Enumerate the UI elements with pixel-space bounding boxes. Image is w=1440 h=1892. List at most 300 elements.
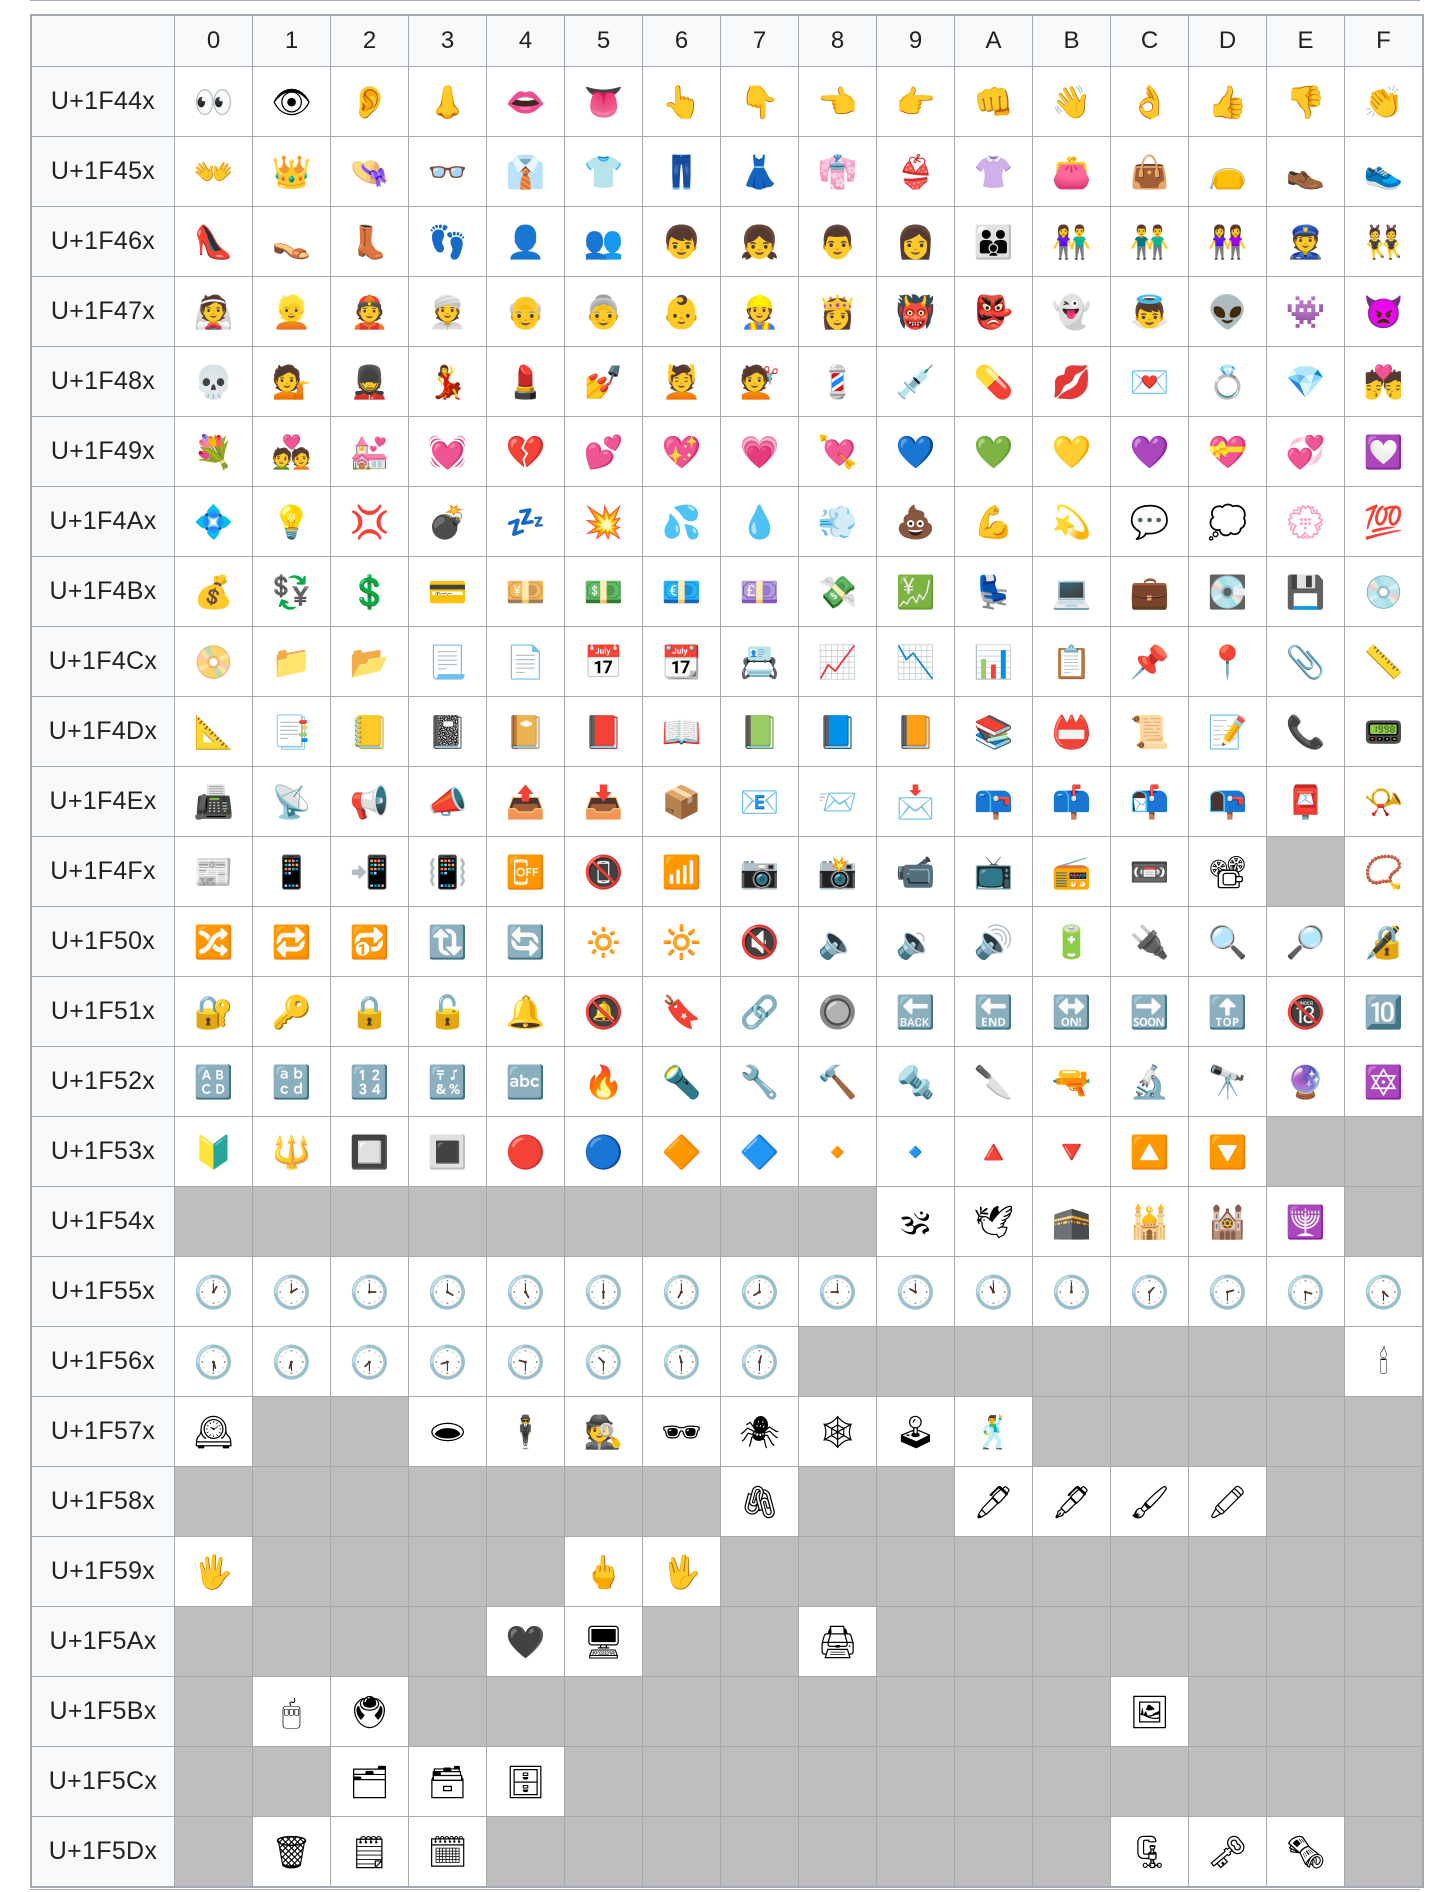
emoji-cell bbox=[331, 1327, 409, 1397]
emoji-glyph: 👭 bbox=[1207, 222, 1248, 261]
emoji-glyph: 👢 bbox=[349, 222, 390, 261]
emoji-glyph: 👾 bbox=[1285, 292, 1326, 331]
unassigned-cell bbox=[877, 1467, 955, 1537]
emoji-glyph: 🔵 bbox=[583, 1132, 624, 1171]
table-bottom-rule bbox=[30, 1889, 1420, 1890]
emoji-cell bbox=[1033, 277, 1111, 347]
emoji-glyph: 🕒 bbox=[349, 1272, 390, 1311]
emoji-glyph: 🖤 bbox=[505, 1622, 546, 1661]
emoji-glyph: 📮 bbox=[1285, 782, 1326, 821]
emoji-cell bbox=[487, 1747, 565, 1817]
emoji-glyph: 📿 bbox=[1363, 852, 1404, 891]
table-row bbox=[31, 277, 1423, 347]
emoji-cell bbox=[643, 277, 721, 347]
emoji-glyph: 👙 bbox=[895, 152, 936, 191]
emoji-glyph: 👧 bbox=[739, 222, 780, 261]
unassigned-cell bbox=[1033, 1817, 1111, 1888]
emoji-cell bbox=[1033, 557, 1111, 627]
emoji-glyph: 📬 bbox=[1129, 782, 1170, 821]
emoji-cell bbox=[955, 137, 1033, 207]
emoji-cell bbox=[409, 1257, 487, 1327]
emoji-cell bbox=[877, 1187, 955, 1257]
emoji-glyph: 🔗 bbox=[739, 992, 780, 1031]
emoji-glyph: 🕐 bbox=[193, 1272, 234, 1311]
unassigned-cell bbox=[955, 1747, 1033, 1817]
emoji-cell bbox=[1189, 907, 1267, 977]
emoji-glyph: 💐 bbox=[193, 432, 234, 471]
unassigned-cell bbox=[487, 1677, 565, 1747]
emoji-cell bbox=[643, 347, 721, 417]
column-header-F: F bbox=[1345, 15, 1424, 67]
emoji-cell bbox=[1111, 1117, 1189, 1187]
emoji-cell bbox=[955, 1047, 1033, 1117]
emoji-cell bbox=[877, 1117, 955, 1187]
emoji-glyph: 🕥 bbox=[583, 1342, 624, 1381]
emoji-cell bbox=[877, 557, 955, 627]
emoji-glyph: 📎 bbox=[1285, 642, 1326, 681]
emoji-glyph: 🔴 bbox=[505, 1132, 546, 1171]
emoji-cell bbox=[799, 1047, 877, 1117]
unassigned-cell bbox=[877, 1817, 955, 1888]
emoji-glyph: 💗 bbox=[739, 432, 780, 471]
emoji-cell bbox=[955, 1187, 1033, 1257]
emoji-cell bbox=[565, 1117, 643, 1187]
table-row bbox=[31, 417, 1423, 487]
emoji-cell bbox=[565, 1327, 643, 1397]
emoji-glyph: 📫 bbox=[1051, 782, 1092, 821]
emoji-cell bbox=[1111, 487, 1189, 557]
emoji-cell bbox=[175, 207, 253, 277]
emoji-glyph: 💝 bbox=[1207, 432, 1248, 471]
emoji-glyph: 🕤 bbox=[505, 1342, 546, 1381]
emoji-cell bbox=[1189, 277, 1267, 347]
unassigned-cell bbox=[253, 1537, 331, 1607]
emoji-glyph: 📕 bbox=[583, 712, 624, 751]
emoji-cell bbox=[409, 137, 487, 207]
emoji-glyph: 💿 bbox=[1363, 572, 1404, 611]
emoji-glyph: 📪 bbox=[973, 782, 1014, 821]
emoji-cell bbox=[175, 137, 253, 207]
emoji-glyph: 📞 bbox=[1285, 712, 1326, 751]
emoji-cell bbox=[1267, 67, 1345, 137]
emoji-cell bbox=[409, 417, 487, 487]
emoji-cell bbox=[1033, 837, 1111, 907]
emoji-glyph: 💟 bbox=[1363, 432, 1404, 471]
unassigned-cell bbox=[1033, 1397, 1111, 1467]
emoji-glyph: 🖥 bbox=[583, 1622, 624, 1661]
emoji-glyph: 💇 bbox=[739, 362, 780, 401]
column-header-1: 1 bbox=[253, 15, 331, 67]
emoji-cell bbox=[487, 1397, 565, 1467]
emoji-cell bbox=[643, 977, 721, 1047]
emoji-cell bbox=[955, 837, 1033, 907]
unassigned-cell bbox=[721, 1747, 799, 1817]
emoji-cell bbox=[331, 697, 409, 767]
emoji-cell bbox=[1345, 347, 1424, 417]
unassigned-cell bbox=[565, 1747, 643, 1817]
emoji-cell bbox=[253, 767, 331, 837]
emoji-glyph: 📩 bbox=[895, 782, 936, 821]
emoji-glyph: 📏 bbox=[1363, 642, 1404, 681]
emoji-cell bbox=[1345, 907, 1424, 977]
emoji-glyph: 📈 bbox=[817, 642, 858, 681]
emoji-cell bbox=[1111, 1677, 1189, 1747]
emoji-cell bbox=[409, 207, 487, 277]
unassigned-cell bbox=[643, 1747, 721, 1817]
emoji-glyph: 🔸 bbox=[817, 1132, 858, 1171]
emoji-cell bbox=[1189, 417, 1267, 487]
emoji-glyph: 📔 bbox=[505, 712, 546, 751]
emoji-cell bbox=[331, 837, 409, 907]
unassigned-cell bbox=[409, 1467, 487, 1537]
emoji-cell bbox=[1267, 1817, 1345, 1888]
unassigned-cell bbox=[955, 1817, 1033, 1888]
unassigned-cell bbox=[721, 1187, 799, 1257]
emoji-glyph: 👌 bbox=[1129, 82, 1170, 121]
emoji-glyph: 💌 bbox=[1129, 362, 1170, 401]
emoji-cell bbox=[1189, 1817, 1267, 1888]
emoji-cell bbox=[175, 557, 253, 627]
emoji-cell bbox=[253, 837, 331, 907]
emoji-cell bbox=[565, 977, 643, 1047]
unassigned-cell bbox=[1267, 837, 1345, 907]
emoji-glyph: 🕉 bbox=[901, 1202, 930, 1241]
emoji-glyph: 🖐 bbox=[193, 1552, 234, 1591]
emoji-glyph: 💻 bbox=[1051, 572, 1092, 611]
emoji-cell bbox=[799, 907, 877, 977]
emoji-cell bbox=[409, 1747, 487, 1817]
unassigned-cell bbox=[643, 1607, 721, 1677]
unassigned-cell bbox=[253, 1187, 331, 1257]
emoji-cell bbox=[799, 1397, 877, 1467]
emoji-cell bbox=[487, 67, 565, 137]
table-row bbox=[31, 697, 1423, 767]
unassigned-cell bbox=[1033, 1677, 1111, 1747]
unassigned-cell bbox=[565, 1187, 643, 1257]
emoji-glyph: 💵 bbox=[583, 572, 624, 611]
emoji-cell bbox=[175, 627, 253, 697]
unassigned-cell bbox=[487, 1817, 565, 1888]
emoji-glyph: 📺 bbox=[973, 852, 1014, 891]
unassigned-cell bbox=[175, 1607, 253, 1677]
column-header-E: E bbox=[1267, 15, 1345, 67]
table-row bbox=[31, 1187, 1423, 1257]
emoji-cell bbox=[1345, 837, 1424, 907]
emoji-glyph: 🔈 bbox=[817, 922, 858, 961]
table-row bbox=[31, 837, 1423, 907]
row-header-code: U+1F4Ex bbox=[31, 767, 175, 837]
unassigned-cell bbox=[721, 1817, 799, 1888]
emoji-cell bbox=[409, 277, 487, 347]
unassigned-cell bbox=[799, 1187, 877, 1257]
emoji-cell bbox=[565, 627, 643, 697]
emoji-cell bbox=[331, 1257, 409, 1327]
emoji-glyph: 👗 bbox=[739, 152, 780, 191]
emoji-cell bbox=[799, 627, 877, 697]
emoji-glyph: 🔧 bbox=[739, 1062, 780, 1101]
emoji-cell bbox=[1345, 627, 1424, 697]
emoji-glyph: 🕴 bbox=[505, 1412, 546, 1451]
emoji-cell bbox=[955, 627, 1033, 697]
row-header-code: U+1F51x bbox=[31, 977, 175, 1047]
emoji-cell bbox=[1111, 347, 1189, 417]
emoji-cell bbox=[487, 1607, 565, 1677]
table-row bbox=[31, 557, 1423, 627]
emoji-cell bbox=[1189, 1467, 1267, 1537]
emoji-cell bbox=[877, 697, 955, 767]
emoji-cell bbox=[1345, 1257, 1424, 1327]
emoji-cell bbox=[565, 1397, 643, 1467]
unassigned-cell bbox=[1345, 1467, 1424, 1537]
emoji-glyph: 💸 bbox=[817, 572, 858, 611]
emoji-glyph: 🔻 bbox=[1051, 1132, 1092, 1171]
emoji-glyph: 📂 bbox=[349, 642, 390, 681]
emoji-cell bbox=[1189, 977, 1267, 1047]
emoji-glyph: 📴 bbox=[505, 852, 546, 891]
emoji-glyph: 🔌 bbox=[1129, 922, 1170, 961]
emoji-glyph: 💣 bbox=[427, 502, 468, 541]
emoji-cell bbox=[565, 417, 643, 487]
unassigned-cell bbox=[877, 1747, 955, 1817]
column-header-C: C bbox=[1111, 15, 1189, 67]
emoji-glyph: 👘 bbox=[817, 152, 858, 191]
emoji-cell bbox=[721, 1117, 799, 1187]
emoji-glyph: 👬 bbox=[1129, 222, 1170, 261]
emoji-glyph: 💳 bbox=[427, 572, 468, 611]
emoji-glyph: 👒 bbox=[349, 152, 390, 191]
emoji-glyph: 👩 bbox=[895, 222, 936, 261]
emoji-glyph: 📝 bbox=[1207, 712, 1248, 751]
emoji-cell bbox=[487, 767, 565, 837]
unassigned-cell bbox=[1345, 1117, 1424, 1187]
emoji-glyph: 👝 bbox=[1207, 152, 1248, 191]
unassigned-cell bbox=[1267, 1117, 1345, 1187]
emoji-glyph: 💫 bbox=[1051, 502, 1092, 541]
emoji-glyph: 🕹 bbox=[895, 1412, 936, 1451]
emoji-cell bbox=[253, 557, 331, 627]
emoji-cell bbox=[799, 67, 877, 137]
unassigned-cell bbox=[175, 1677, 253, 1747]
table-row bbox=[31, 1327, 1423, 1397]
emoji-glyph: 📋 bbox=[1051, 642, 1092, 681]
emoji-glyph: 👺 bbox=[973, 292, 1014, 331]
emoji-cell bbox=[331, 1677, 409, 1747]
unassigned-cell bbox=[799, 1467, 877, 1537]
emoji-cell bbox=[1345, 977, 1424, 1047]
unassigned-cell bbox=[955, 1607, 1033, 1677]
emoji-glyph: 🔯 bbox=[1363, 1062, 1404, 1101]
emoji-glyph: 🔠 bbox=[193, 1062, 234, 1101]
unassigned-cell bbox=[1267, 1677, 1345, 1747]
emoji-glyph: 🕙 bbox=[895, 1272, 936, 1311]
emoji-glyph: 🔅 bbox=[583, 922, 624, 961]
emoji-glyph: 🗃 bbox=[427, 1762, 468, 1801]
emoji-cell bbox=[1345, 557, 1424, 627]
emoji-cell bbox=[877, 977, 955, 1047]
emoji-glyph: 💡 bbox=[271, 502, 312, 541]
emoji-cell bbox=[877, 207, 955, 277]
emoji-glyph: 💛 bbox=[1051, 432, 1092, 471]
emoji-cell bbox=[331, 487, 409, 557]
emoji-glyph: 💱 bbox=[271, 572, 312, 611]
unassigned-cell bbox=[1033, 1747, 1111, 1817]
emoji-cell bbox=[1111, 557, 1189, 627]
emoji-glyph: 💢 bbox=[349, 502, 390, 541]
emoji-glyph: 🔡 bbox=[271, 1062, 312, 1101]
emoji-glyph: 📍 bbox=[1207, 642, 1248, 681]
emoji-glyph: 🔘 bbox=[817, 992, 858, 1031]
column-header-A: A bbox=[955, 15, 1033, 67]
emoji-glyph: 🕷 bbox=[739, 1412, 780, 1451]
emoji-glyph: 🖊 bbox=[973, 1482, 1014, 1521]
emoji-glyph: 📤 bbox=[505, 782, 546, 821]
emoji-glyph: 🔲 bbox=[349, 1132, 390, 1171]
unassigned-cell bbox=[175, 1747, 253, 1817]
unassigned-cell bbox=[1267, 1747, 1345, 1817]
row-header-code: U+1F53x bbox=[31, 1117, 175, 1187]
emoji-glyph: 👎 bbox=[1285, 82, 1326, 121]
unassigned-cell bbox=[1345, 1397, 1424, 1467]
emoji-cell bbox=[721, 627, 799, 697]
table-row bbox=[31, 1677, 1423, 1747]
emoji-cell bbox=[1189, 837, 1267, 907]
emoji-glyph: 🔭 bbox=[1207, 1062, 1248, 1101]
row-header-code: U+1F4Cx bbox=[31, 627, 175, 697]
emoji-glyph: 🕝 bbox=[1207, 1272, 1248, 1311]
emoji-glyph: 📅 bbox=[583, 642, 624, 681]
emoji-glyph: 💥 bbox=[583, 502, 624, 541]
unassigned-cell bbox=[877, 1677, 955, 1747]
emoji-glyph: 🕚 bbox=[973, 1272, 1014, 1311]
emoji-glyph: 🔄 bbox=[505, 922, 546, 961]
emoji-cell bbox=[409, 1047, 487, 1117]
emoji-glyph: 👫 bbox=[1051, 222, 1092, 261]
unassigned-cell bbox=[643, 1467, 721, 1537]
emoji-glyph: 🗄 bbox=[505, 1762, 546, 1801]
emoji-cell bbox=[487, 1257, 565, 1327]
emoji-cell bbox=[1189, 557, 1267, 627]
emoji-cell bbox=[721, 697, 799, 767]
emoji-cell bbox=[565, 487, 643, 557]
emoji-cell bbox=[487, 207, 565, 277]
emoji-cell bbox=[1267, 697, 1345, 767]
emoji-cell bbox=[799, 1117, 877, 1187]
emoji-cell bbox=[1345, 767, 1424, 837]
emoji-glyph: 🔕 bbox=[583, 992, 624, 1031]
emoji-cell bbox=[1267, 767, 1345, 837]
emoji-cell bbox=[799, 767, 877, 837]
emoji-cell bbox=[1267, 487, 1345, 557]
unassigned-cell bbox=[1189, 1677, 1267, 1747]
emoji-cell bbox=[877, 277, 955, 347]
emoji-cell bbox=[799, 487, 877, 557]
emoji-cell bbox=[1267, 1257, 1345, 1327]
emoji-cell bbox=[643, 1397, 721, 1467]
emoji-glyph: 💮 bbox=[1285, 502, 1326, 541]
emoji-glyph: 🔱 bbox=[271, 1132, 312, 1171]
row-header-code: U+1F57x bbox=[31, 1397, 175, 1467]
emoji-glyph: 🕑 bbox=[271, 1272, 312, 1311]
emoji-cell bbox=[721, 837, 799, 907]
emoji-cell bbox=[799, 1257, 877, 1327]
emoji-glyph: 🔇 bbox=[739, 922, 780, 961]
emoji-cell bbox=[253, 1677, 331, 1747]
emoji-cell bbox=[1033, 767, 1111, 837]
emoji-glyph: 🕛 bbox=[1051, 1272, 1092, 1311]
unassigned-cell bbox=[955, 1327, 1033, 1397]
emoji-cell bbox=[253, 1117, 331, 1187]
emoji-glyph: 💺 bbox=[973, 572, 1014, 611]
unassigned-cell bbox=[409, 1677, 487, 1747]
emoji-glyph: 👿 bbox=[1363, 292, 1404, 331]
emoji-cell bbox=[565, 1537, 643, 1607]
emoji-glyph: 💆 bbox=[661, 362, 702, 401]
emoji-cell bbox=[565, 1047, 643, 1117]
emoji-cell bbox=[175, 697, 253, 767]
emoji-cell bbox=[1345, 1047, 1424, 1117]
emoji-cell bbox=[955, 417, 1033, 487]
emoji-cell bbox=[253, 277, 331, 347]
emoji-glyph: 💂 bbox=[349, 362, 390, 401]
emoji-cell bbox=[565, 277, 643, 347]
emoji-cell bbox=[1033, 207, 1111, 277]
emoji-cell bbox=[1189, 1257, 1267, 1327]
emoji-cell bbox=[799, 207, 877, 277]
unassigned-cell bbox=[1111, 1747, 1189, 1817]
emoji-glyph: 👑 bbox=[271, 152, 312, 191]
unassigned-cell bbox=[331, 1467, 409, 1537]
emoji-glyph: 🔃 bbox=[427, 922, 468, 961]
unassigned-cell bbox=[1267, 1397, 1345, 1467]
emoji-glyph: 📣 bbox=[427, 782, 468, 821]
emoji-cell bbox=[1189, 1117, 1267, 1187]
unassigned-cell bbox=[1189, 1607, 1267, 1677]
table-row bbox=[31, 1607, 1423, 1677]
emoji-cell bbox=[1111, 1047, 1189, 1117]
emoji-cell bbox=[877, 767, 955, 837]
emoji-glyph: 🕓 bbox=[427, 1272, 468, 1311]
emoji-cell bbox=[877, 67, 955, 137]
row-header-code: U+1F4Bx bbox=[31, 557, 175, 627]
emoji-glyph: 🔊 bbox=[973, 922, 1014, 961]
emoji-cell bbox=[331, 557, 409, 627]
unassigned-cell bbox=[409, 1537, 487, 1607]
emoji-glyph: 💁 bbox=[271, 362, 312, 401]
column-header-row bbox=[31, 15, 1423, 67]
emoji-glyph: 👪 bbox=[973, 222, 1014, 261]
emoji-glyph: 📵 bbox=[583, 852, 624, 891]
emoji-glyph: 💄 bbox=[505, 362, 546, 401]
emoji-glyph: 💉 bbox=[895, 362, 936, 401]
emoji-glyph: 📠 bbox=[193, 782, 234, 821]
emoji-glyph: 👔 bbox=[505, 152, 546, 191]
emoji-glyph: 💨 bbox=[817, 502, 858, 541]
emoji-cell bbox=[721, 417, 799, 487]
emoji-glyph: 🔎 bbox=[1285, 922, 1326, 961]
emoji-glyph: 📌 bbox=[1129, 642, 1170, 681]
emoji-glyph: 💞 bbox=[1285, 432, 1326, 471]
unassigned-cell bbox=[1267, 1327, 1345, 1397]
emoji-glyph: 💎 bbox=[1285, 362, 1326, 401]
emoji-glyph: 📆 bbox=[661, 642, 702, 681]
unassigned-cell bbox=[721, 1607, 799, 1677]
emoji-cell bbox=[877, 417, 955, 487]
emoji-glyph: 🔋 bbox=[1051, 922, 1092, 961]
emoji-glyph: 🔐 bbox=[193, 992, 234, 1031]
emoji-glyph: 🕳 bbox=[427, 1412, 468, 1451]
emoji-cell bbox=[955, 67, 1033, 137]
emoji-cell bbox=[1111, 1467, 1189, 1537]
